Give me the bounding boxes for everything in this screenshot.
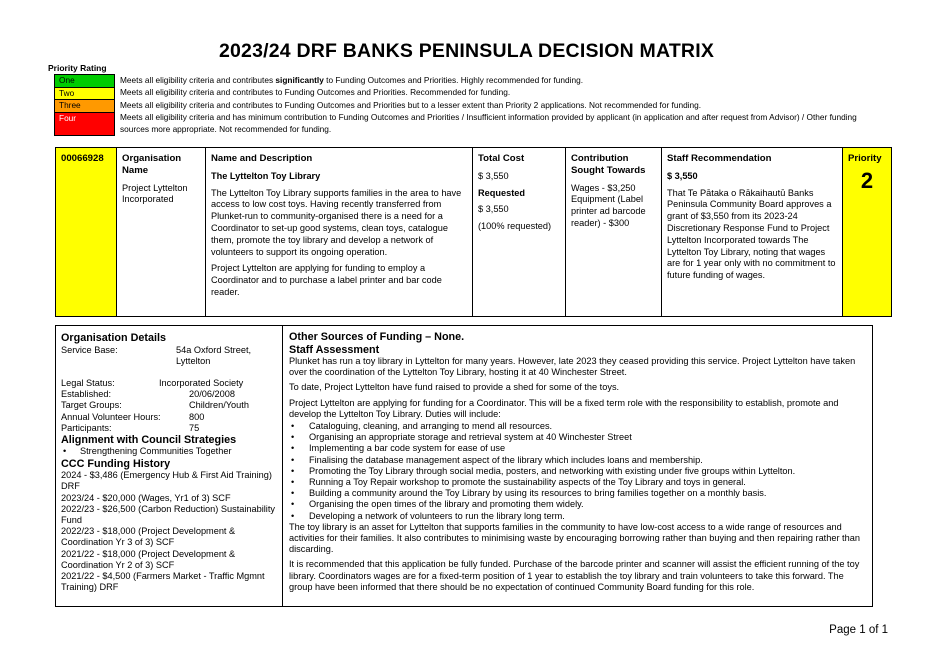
assessment-para-4: The toy library is an asset for Lyttelton that supports families in the community to have low-cost access to a wide range of resources and activities for their families. It also contributes to minimising waste by encouraging borrowing rather than buying and then repairing rather than discarding.	[289, 521, 860, 555]
project-title: The Lyttelton Toy Library	[211, 170, 321, 181]
target-groups-value: Children/Youth	[189, 400, 249, 411]
description-cell	[206, 148, 473, 317]
service-base-label: Service Base:	[61, 344, 118, 355]
participants-row	[61, 423, 277, 434]
legal-status-label: Legal Status:	[61, 377, 115, 388]
priority-two-text: Meets all eligibility criteria and contributes to Funding Outcomes and Priorities. Recommended for funding.	[120, 87, 511, 97]
application-id: 00066928	[61, 153, 104, 164]
funding-history-heading: CCC Funding History	[61, 457, 171, 470]
requested-label: Requested	[478, 187, 525, 198]
legend-row	[55, 87, 877, 100]
decision-matrix	[55, 147, 892, 317]
funding-history-item: 2024 - $3,486 (Emergency Hub & First Aid Training) DRF	[61, 470, 272, 492]
contribution-cell	[566, 148, 662, 317]
legend-row	[55, 100, 877, 113]
staff-rec-cell	[662, 148, 843, 317]
rec-amount: $ 3,550	[667, 170, 698, 181]
organisation-details	[56, 326, 283, 606]
established-row	[61, 389, 277, 400]
legal-status-row	[61, 378, 277, 389]
priority-four-text: Meets all eligibility criteria and has minimum contribution to Funding Outcomes and Priorities / Insufficient information provided by applicant (in application and after request from Advisor) / Other funding sources more appropriate. Not recommended for funding.	[120, 112, 857, 134]
established-value: 20/06/2008	[189, 389, 235, 400]
funding-history-item: 2022/23 - $18,000 (Project Development & Coordination Yr 3 of 3) SCF	[61, 526, 236, 548]
priority-one-swatch: One	[55, 75, 115, 88]
other-sources-heading: Other Sources of Funding – None.	[289, 331, 465, 343]
priority-header: Priority	[848, 153, 882, 164]
assessment-para-2: To date, Project Lyttelton have fund raised to provide a shed for some of the toys.	[289, 382, 620, 393]
funding-history-item: 2021/22 - $4,500 (Farmers Market - Traffic Mgmnt Training) DRF	[61, 570, 265, 593]
funding-history-item: 2023/24 - $20,000 (Wages, Yr1 of 3) SCF	[61, 492, 231, 503]
target-groups-row	[61, 400, 277, 411]
priority-three-text: Meets all eligibility criteria and contributes to Funding Outcomes and Priorities but to a lesser extent than Priority 2 applications. Not recommended for funding.	[120, 99, 702, 110]
description-para-2: Project Lyttelton are applying for funding to employ a Coordinator and to purchase a label printer and bar code reader.	[211, 263, 442, 297]
staff-assessment	[283, 326, 872, 606]
legend-row	[55, 75, 877, 88]
assessment-heading: Staff Assessment	[289, 343, 380, 356]
duty-item: • Implementing a bar code system for ease of use	[289, 443, 866, 454]
legal-status-value: Incorporated Society	[159, 377, 244, 388]
contribution-header: Contribution Sought Towards	[571, 153, 646, 176]
service-base-row	[61, 345, 277, 367]
legend-row	[55, 112, 877, 135]
assessment-para-1: Plunket has run a toy library in Lyttelton for many years. However, late 2023 they ceased providing this service. Project Lyttelton have taken over the coordination of the Lyttelton Toy Library, hosting it at 40 Winchester Street.	[289, 356, 856, 378]
duty-item: • Promoting the Toy Library through social media, posters, and networking with existing under five groups within Lyttelton.	[289, 466, 866, 477]
page-number: Page 1 of 1	[829, 624, 888, 636]
org-details-heading: Organisation Details	[61, 332, 166, 344]
staff-rec-header: Staff Recommendation	[667, 153, 772, 164]
duty-item: • Building a community around the Toy Library by using its resources to bring families together on a monthly basis.	[289, 488, 866, 499]
requested-amount: $ 3,550	[478, 204, 509, 215]
duty-item: • Organising an appropriate storage and retrieval system at 40 Winchester Street	[289, 432, 866, 443]
alignment-item: • Strengthening Communities Together	[61, 446, 277, 457]
org-name: Project Lyttelton Incorporated	[122, 182, 188, 205]
volunteer-hours-row	[61, 412, 277, 423]
volunteer-hours-label: Annual Volunteer Hours:	[61, 411, 161, 422]
participants-label: Participants:	[61, 422, 112, 433]
volunteer-hours-value: 800	[189, 411, 205, 422]
alignment-heading: Alignment with Council Strategies	[61, 433, 237, 446]
duty-item: • Running a Toy Repair workshop to promote the sustainability aspects of the Toy Library and toys in general.	[289, 477, 866, 488]
requested-percent: (100% requested)	[478, 221, 552, 232]
funding-history-item: 2021/22 - $18,000 (Project Development & Coordination Yr 2 of 3) SCF	[61, 548, 236, 570]
name-desc-header: Name and Description	[211, 153, 313, 164]
page-title: 2023/24 DRF BANKS PENINSULA DECISION MATRIX	[218, 40, 715, 62]
description-para-1: The Lyttelton Toy Library supports families in the area to have access to low cost toys. Having recently transferred from Plunket-run to community-organised there is a need for a Coordinator to set-up good systems, clean toys, catalogue them, promote the toy library and develop a network of volunteers to support its ongoing operation.	[211, 187, 462, 257]
duty-item: • Cataloguing, cleaning, and arranging to mend all resources.	[289, 421, 866, 432]
total-cost-value: $ 3,550	[478, 170, 509, 181]
priority-one-text: Meets all eligibility criteria and contributes significantly to Funding Outcomes and Priorities. Highly recommended for funding.	[120, 74, 584, 85]
priority-legend	[54, 74, 877, 136]
duty-item: • Finalising the database management aspect of the library which includes loans and membership.	[289, 455, 866, 466]
contribution-value: Wages - $3,250 Equipment (Label printer ad barcode reader) - $300	[571, 182, 646, 228]
participants-value: 75	[189, 422, 200, 433]
funding-history-item: 2022/23 - $26,500 (Carbon Reduction) Sustainability Fund	[61, 503, 275, 525]
priority-four-swatch: Four	[55, 112, 115, 135]
total-cost-header: Total Cost	[478, 153, 525, 164]
priority-rating-heading: Priority Rating	[48, 63, 107, 73]
duty-item: • Developing a network of volunteers to run the library long term.	[289, 511, 866, 522]
duties-list	[289, 421, 866, 522]
details-panel	[55, 325, 873, 607]
assessment-para-3: Project Lyttelton are applying for funding for a Coordinator. This will be a fixed term role with the responsibility to establish, promote and develop the Lyttelton Toy Library. Duties will include:	[289, 397, 839, 419]
established-label: Established:	[61, 389, 112, 400]
org-cell	[117, 148, 206, 317]
priority-three-swatch: Three	[55, 100, 115, 113]
org-header: Organisation Name	[122, 153, 182, 176]
alignment-list	[61, 446, 277, 457]
assessment-para-5: It is recommended that this application be fully funded. Purchase of the barcode printer and scanner will assist the efficient running of the toy library. Coordinators wages are for a fixed-term position of 1 year to establish the toy library and train volunteers to take this forward. The group have been informed that there should be no expectation of continued Community Board funding for this role.	[289, 559, 860, 592]
target-groups-label: Target Groups:	[61, 400, 122, 411]
total-cost-cell	[473, 148, 566, 317]
priority-value: 2	[860, 167, 874, 193]
duty-item: • Organising the open times of the library and promoting them widely.	[289, 499, 866, 510]
service-base-value: 54a Oxford Street, Lyttelton	[176, 344, 252, 366]
application-id-cell	[56, 148, 117, 317]
priority-two-swatch: Two	[55, 87, 115, 100]
rec-text: That Te Pātaka o Rākaihautū Banks Peninsula Community Board approves a grant of $3,550 from its 2023-24 Discretionary Response Fund to Project Lyttelton Incorporated towards The Lyttelton Toy Library, noting that wages are for 1 year only with no commitment to future funding of wages.	[667, 187, 836, 281]
priority-cell	[843, 148, 892, 317]
